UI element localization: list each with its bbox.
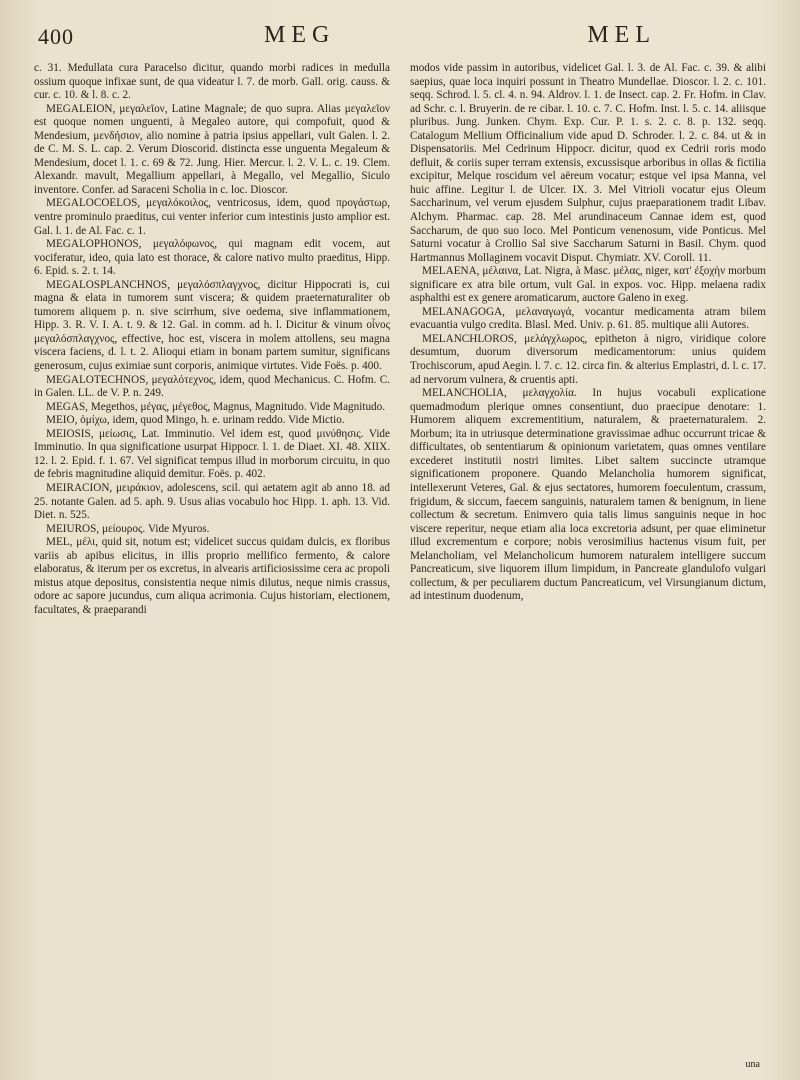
entry: MELANCHOLIA, μελαγχολία. In hujus vocabuli explicatione quemadmodum plerique omnes consentiunt, duo praecipue denotare: 1. Humorem aliquem excrementitium, naturalem, & praeternaturalem. 2. Morbum; ita in utriusque determinatione gravissimae adhuc occurrunt tricae & difficultates, ob sententiarum & opinionum varietatem, quas omnes ventilare excederet institutii nostri limites. Libet saltem succincte utramque significationem proponere. Quando Melancholia humorem significat, intellexerunt Veteres, Gal. & ejus sectatores, humorem foeculentum, crassum, frigidum, & siccum, faecem sanguinis, naturalem tamen & benignum, in liene collectum & secretum. Enimvero quia talis limus sanguinis neque in hoc viscere reperitur, neque etiam alia loca excretoria adsunt, per quae eliminetur illud excrementum e corpore; nobis verosimilius hactenus visum fuit, per Melancholiam, vel Melancholicum humorem naturalem intelligere succum Pancreaticum, sive liquorem illum limpidum, in Pancreate glandulofo vulgari collectum, & per peculiarem ductum Pancreaticum, vel Virsungianum dictum, ad intestinum duodenum, [410,387,766,603]
entry: c. 31. Medullata cura Paracelso dicitur, quando morbi radices in medulla ossium quoque infixae sunt, de qua videatur l. 7. de morb. Gall. orig. causs. & cur. c. 10. & l. 8. c. 2. [34,62,390,102]
text-columns [34,62,766,1062]
entry: MEL, μέλι, quid sit, notum est; videlicet succus quidam dulcis, ex floribus variis ab apibus elicitus, in illis proprio mellifico fermento, & calore elaboratus, & iterum per os excretus, in alvearis artificiosissime cera ac propoli mistus atque depositus, consistentia neque nimis dilutus, neque nimis crassus, odore ac sapore jucundus, cum aliqua acrimonia. Cujus historiam, electionem, facultates, & praeparandi [34,536,390,616]
entry: MEIUROS, μείουρος. Vide Myuros. [46,522,210,535]
right-column [410,62,766,1062]
entry: MEGALEION, μεγαλεῖον, Latine Magnale; de quo supra. Alias μεγαλεῖον est quoque nomen unguenti, à Megaleo autore, qui compofuit, quod & Mendesium, μενδήσιον, alio nomine à patria ipsius appellari, vult Galen. l. 2. de C. M. S. L. cap. 2. Verum Dioscorid. distincta esse unguenta Megaleum & Mendesium, docet l. 1. c. 69 & 72. Jung. Hier. Mercur. l. 2. V. L. c. 19. Clem. Alexandr. mavult, Megallium appellari, à Megallo, vel Megallio, Siculo inventore. Confer. ad Saraceni Scholia in c. loc. Dioscor. [34,102,390,196]
page-header [34,16,766,56]
entry: MELANCHLOROS, μελάγχλωρος, epitheton à nigro, viridique colore desumtum, duorum diversorum medicamentorum: unius quidem Trochiscorum, apud Aegin. l. 7. c. 12. circa fin. & alterius Emplastri, d. l. c. 17. ad nervorum vulnera, & cruentis apti. [410,332,766,386]
entry: MELAENA, μέλαινα, Lat. Nigra, à Masc. μέλας, niger, κατ' ἐξοχὴν morbum significare ex atra bile ortum, vult Gal. in expos. voc. Hipp. melaena radix asphalthi est ex genere aromaticarum, auctore Galeno in exeg. [410,265,766,305]
entry: MEGALOSPLANCHNOS, μεγαλόσπλαγχνος, dicitur Hippocrati is, cui magna & elata in tumorem sunt viscera; & quidem praeternaturaliter ob tumorem aliquem p. n. sive scirrhum, sive oedema, sive inflammationem, Hipp. 3. R. V. I. A. t. 9. & 12. Gal. in comm. ad h. l. Dicitur & vinum οἶνος μεγαλόσπλαγχνος, effective, hoc est, viscera in molem attollens, seu magna viscera faciens, d. l. t. 2. Alioqui etiam in bonam partem sumitur, significans generosum, cujus eximiae sunt corporis, animique virtutes. Vide Foës. p. 400. [34,278,390,373]
running-head-right: MEL [587,22,656,48]
entry: MEGALOPHONOS, μεγαλόφωνος, qui magnam edit vocem, aut vociferatur, ideo, quia lato est thorace, & calore nativo multo praeditus, Hipp. 6. Epid. s. 2. t. 14. [34,238,390,278]
entry: MEGALOTECHNOS, μεγαλότεχνος, idem, quod Mechanicus. C. Hofm. C. in Galen. LL. de V. P. n. 249. [34,373,390,400]
entry: MEIOSIS, μείωσις, Lat. Imminutio. Vel idem est, quod μινύθησις. Vide Imminutio. In qua significatione usurpat Hippocr. l. 1. de Diaet. XI. 48. XIIX. 12. l. 2. Epid. f. 1. 67. Vel significat tempus illud in morborum circuitu, in quo de febris magnitudine aliquid demitur. Foës. p. 402. [34,427,390,481]
entry: MEIRACION, μειράκιον, adolescens, scil. qui aetatem agit ab anno 18. ad 25. notante Galen. ad 5. aph. 9. Usus alias vocabulo hoc Hipp. 1. aph. 13. Vid. Diet. n. 525. [34,481,390,522]
entry: MELANAGOGA, μελαναγωγά, vocantur medicamenta atram bilem evacuantia vulgo credita. Blasl. Med. Univ. p. 61. 85. multique alii Autores. [410,305,766,332]
catchword: una [745,1059,760,1070]
entry: modos vide passim in autoribus, videlicet Gal. l. 3. de Al. Fac. c. 39. & alibi saepius, quae loca inquiri possunt in Theatro Mundellae. Dioscor. l. 2. c. 101. seqq. Schrod. l. 5. cl. 4. n. 94. Aldrov. l. 1. de Insect. cap. 2. Fr. Hofm. in Clav. ad Schr. c. l. Bruyerin. de re cibar. l. 10. c. 7. C. Hofm. Inst. l. 5. c. 14. aliisque pluribus. Jung. Junken. Chym. Exp. Cur. P. 1. s. 2. c. 8. p. 132. seqq. Catalogum Mellium Officinalium vide apud D. Schroder. l. 2. c. 84. ut & in Dispensatoriis. Mel Cedrinum Hippocr. dicitur, quod ex Cedrii roris modo defluit, & coriis super terram extensis, excussisque arboribus in ollas & fictilia excipitur, Melque roscidum vel aëreum vocatur; estque vel ipsa Manna, vel huic affine. Legitur l. de Ulcer. IX. 3. Mel Vitrioli vocatur ejus Oleum Saccharinum, vel verum ejusdem Sulphur, cujus praeparationem tradit Libav. Alchym. Pharmac. cap. 28. Mel arundinaceum Cannae idem est, quod Saccharum, de quo suo loco. Mel Ponticum venenosum, vide Ponticus. Mel Saturni vocatur à Crollio Sal sive Saccharum Saturni in Basil. Chym. quod Hartmannus Mollaginem vocavit Disput. Chymiatr. XV. Coroll. 11. [410,62,766,264]
running-head-left: MEG [264,22,336,48]
left-column [34,62,390,1062]
page-number: 400 [38,24,74,49]
entry: MEIO, ὀμίχω, idem, quod Mingo, h. e. urinam reddo. Vide Mictio. [46,414,345,427]
entry: MEGAS, Megethos, μέγας, μέγεθος, Magnus, Magnitudo. Vide Magnitudo. [46,400,386,413]
entry: MEGALOCOELOS, μεγαλόκοιλος, ventricosus, idem, quod προγάστωρ, ventre prominulo praeditus, cui venter inferior cum intestinis justo amplior est. Gal. l. 1. de Al. Fac. c. 1. [34,197,390,237]
